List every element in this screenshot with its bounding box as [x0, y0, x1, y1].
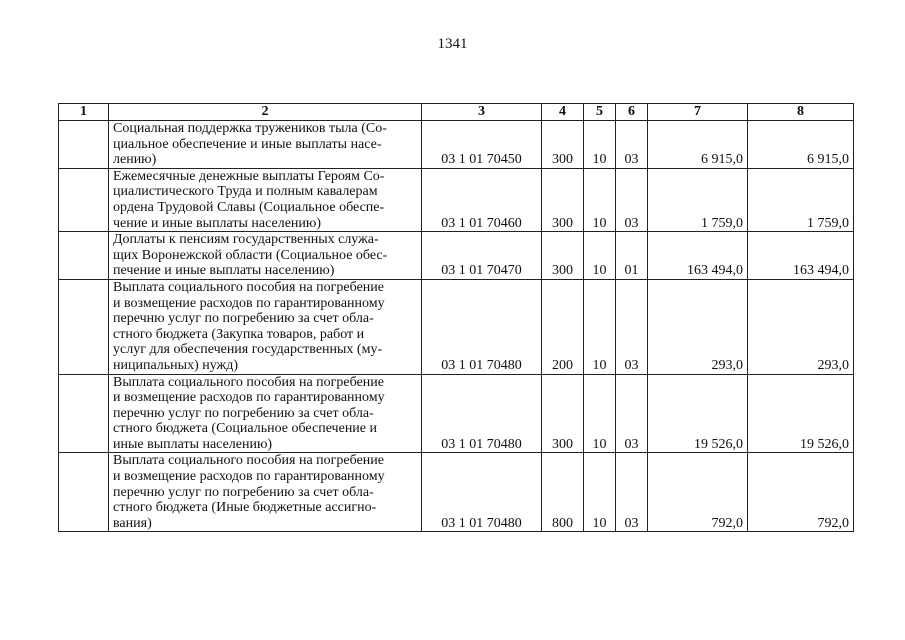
description-line: ниципальных) нужд)	[113, 357, 238, 373]
description-line: лению)	[113, 152, 157, 168]
amount-col-7: 792,0	[648, 453, 748, 532]
column-header-7: 7	[648, 104, 748, 121]
description-line: иные выплаты населению)	[113, 436, 273, 452]
column-header-2: 2	[109, 104, 422, 121]
description-line: и возмещение расходов по гарантированному	[113, 295, 385, 311]
row-index-cell	[59, 121, 109, 169]
subsection-code: 03	[616, 374, 648, 453]
description-line: Доплаты к пенсиям государственных служа-	[113, 232, 379, 248]
amount-col-8: 293,0	[748, 279, 854, 374]
description-line: циалистического Труда и полным кавалерам	[113, 184, 378, 200]
row-index-cell	[59, 374, 109, 453]
description-line: перечню услуг по погребению за счет обла-	[113, 484, 374, 500]
description-line: и возмещение расходов по гарантированному	[113, 390, 385, 406]
column-header-6: 6	[616, 104, 648, 121]
table-row	[59, 453, 854, 532]
expense-type-code: 300	[542, 121, 584, 169]
target-article-code: 03 1 01 70460	[422, 168, 542, 231]
row-index-cell	[59, 232, 109, 280]
section-code: 10	[584, 279, 616, 374]
description-line: чение и иные выплаты населению)	[113, 215, 322, 231]
description-line: стного бюджета (Социальное обеспечение и	[113, 421, 378, 437]
budget-table	[58, 103, 854, 532]
description-line: циальное обеспечение и иные выплаты насе-	[113, 136, 382, 152]
subsection-code: 01	[616, 232, 648, 280]
description-cell	[109, 121, 422, 169]
description-cell	[109, 374, 422, 453]
column-header-4: 4	[542, 104, 584, 121]
column-header-8: 8	[748, 104, 854, 121]
description-line: перечню услуг по погребению за счет обла-	[113, 405, 374, 421]
description-line: услуг для обеспечения государственных (му-	[113, 342, 383, 358]
target-article-code: 03 1 01 70480	[422, 279, 542, 374]
table-row	[59, 121, 854, 169]
column-header-1: 1	[59, 104, 109, 121]
section-code: 10	[584, 453, 616, 532]
description-line: Ежемесячные денежные выплаты Героям Со-	[113, 168, 385, 184]
amount-col-7: 163 494,0	[648, 232, 748, 280]
description-line: стного бюджета (Иные бюджетные ассигно-	[113, 500, 377, 516]
expense-type-code: 300	[542, 374, 584, 453]
amount-col-7: 293,0	[648, 279, 748, 374]
amount-col-8: 792,0	[748, 453, 854, 532]
section-code: 10	[584, 121, 616, 169]
section-code: 10	[584, 168, 616, 231]
subsection-code: 03	[616, 453, 648, 532]
description-line: Социальная поддержка тружеников тыла (Со-	[113, 121, 387, 136]
target-article-code: 03 1 01 70480	[422, 453, 542, 532]
section-code: 10	[584, 232, 616, 280]
amount-col-8: 19 526,0	[748, 374, 854, 453]
expense-type-code: 800	[542, 453, 584, 532]
target-article-code: 03 1 01 70480	[422, 374, 542, 453]
row-index-cell	[59, 168, 109, 231]
description-line: перечню услуг по погребению за счет обла-	[113, 311, 374, 327]
amount-col-8: 163 494,0	[748, 232, 854, 280]
subsection-code: 03	[616, 168, 648, 231]
expense-type-code: 300	[542, 168, 584, 231]
amount-col-7: 19 526,0	[648, 374, 748, 453]
description-cell	[109, 168, 422, 231]
amount-col-8: 1 759,0	[748, 168, 854, 231]
subsection-code: 03	[616, 121, 648, 169]
target-article-code: 03 1 01 70470	[422, 232, 542, 280]
description-line: печение и иные выплаты населению)	[113, 263, 335, 279]
description-line: ордена Трудовой Славы (Социальное обеспе-	[113, 199, 385, 215]
description-line: и возмещение расходов по гарантированному	[113, 469, 385, 485]
description-line: Выплата социального пособия на погребение	[113, 279, 384, 295]
description-line: вания)	[113, 515, 152, 531]
section-code: 10	[584, 374, 616, 453]
page-number: 1341	[437, 36, 468, 52]
description-cell	[109, 232, 422, 280]
description-line: щих Воронежской области (Социальное обес-	[113, 247, 388, 263]
description-line: стного бюджета (Закупка товаров, работ и	[113, 326, 365, 342]
amount-col-7: 6 915,0	[648, 121, 748, 169]
description-cell	[109, 453, 422, 532]
description-line: Выплата социального пособия на погребение	[113, 374, 384, 390]
description-cell	[109, 279, 422, 374]
expense-type-code: 200	[542, 279, 584, 374]
column-header-5: 5	[584, 104, 616, 121]
column-header-3: 3	[422, 104, 542, 121]
subsection-code: 03	[616, 279, 648, 374]
table-row	[59, 279, 854, 374]
amount-col-7: 1 759,0	[648, 168, 748, 231]
table-row	[59, 168, 854, 231]
row-index-cell	[59, 453, 109, 532]
table-row	[59, 232, 854, 280]
header-row	[59, 104, 854, 121]
target-article-code: 03 1 01 70450	[422, 121, 542, 169]
description-line: Выплата социального пособия на погребение	[113, 453, 384, 469]
table-row	[59, 374, 854, 453]
expense-type-code: 300	[542, 232, 584, 280]
amount-col-8: 6 915,0	[748, 121, 854, 169]
row-index-cell	[59, 279, 109, 374]
